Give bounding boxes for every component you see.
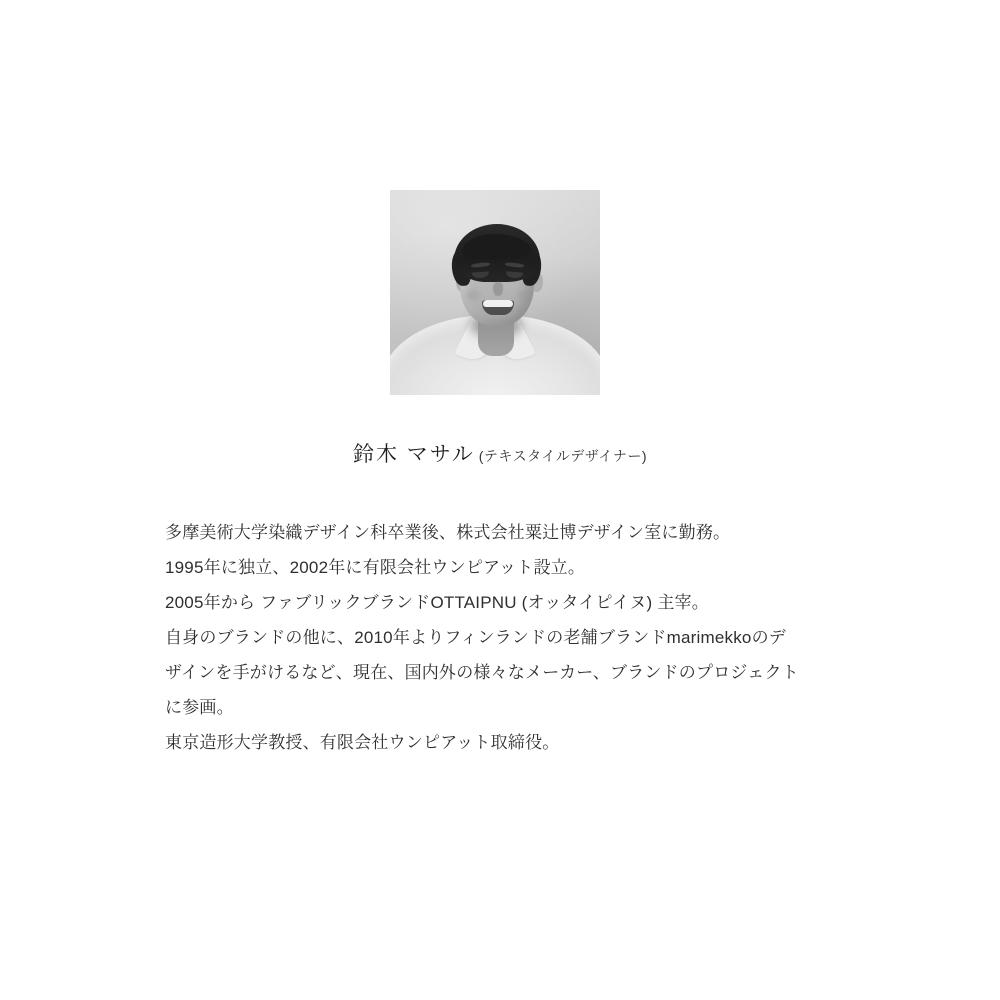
cheek-left (466, 290, 480, 300)
portrait-photo (390, 190, 600, 395)
bio-line: 自身のブランドの他に、2010年よりフィンランドの老舗ブランドmarimekkoのデ (165, 628, 786, 647)
person-role: (テキスタイルデザイナー) (478, 448, 648, 464)
portrait-figure (390, 190, 600, 395)
bio-line: 2005年から ファブリックブランドOTTAIPNU (オッタイピイヌ) 主宰。 (165, 593, 709, 612)
cheek-right (518, 290, 532, 300)
bio-line: に参画。 (165, 698, 234, 717)
bio-line: 多摩美術大学染織デザイン科卒業後、株式会社粟辻博デザイン室に勤務。 (165, 523, 731, 542)
nose (493, 282, 503, 296)
person-name: 鈴木 マサル (352, 443, 475, 466)
bio-line: 1995年に独立、2002年に有限会社ウンピアット設立。 (165, 558, 586, 577)
mouth (482, 300, 514, 315)
portrait-caption (0, 438, 1000, 468)
bio-line: 東京造形大学教授、有限会社ウンピアット取締役。 (165, 733, 560, 752)
bio-line: ザインを手がけるなど、現在、国内外の様々なメーカー、ブランドのプロジェクト (165, 663, 799, 682)
teeth (483, 300, 513, 307)
biography-text (165, 515, 837, 760)
